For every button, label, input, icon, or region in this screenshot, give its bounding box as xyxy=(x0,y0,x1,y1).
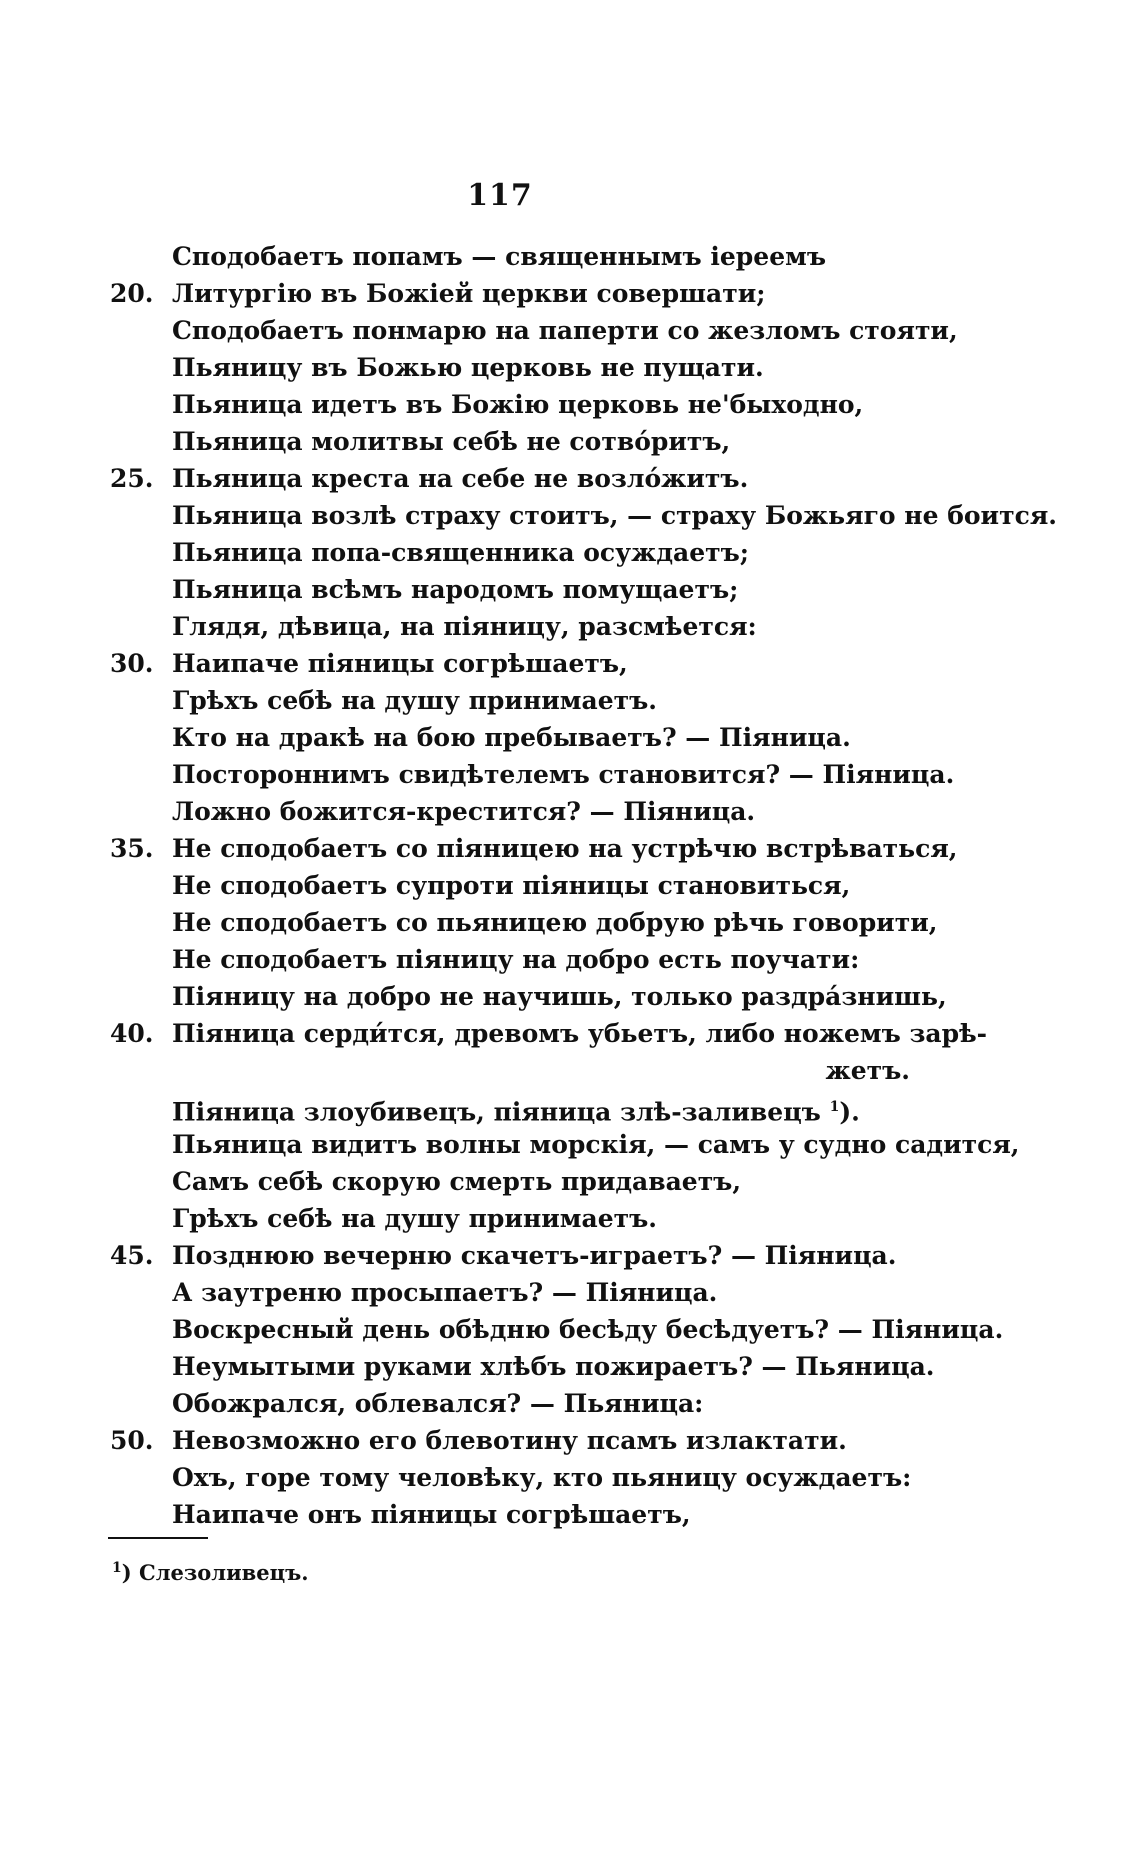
verse-line xyxy=(110,1052,930,1089)
verse-text xyxy=(172,1200,657,1237)
line-number: 20. xyxy=(110,279,154,308)
verse-line xyxy=(110,275,930,312)
verse-text-content: Глядя, дѣвица, на піяницу, разсмѣется: xyxy=(172,612,757,641)
verse-line xyxy=(110,534,930,571)
verse-text xyxy=(172,386,863,423)
verse-text-content: Пьяница видитъ волны морскія, — самъ у судно садится, xyxy=(172,1130,1020,1159)
verse-text xyxy=(172,1015,987,1052)
verse-text-content: Охъ, горе тому человѣку, кто пьяницу осуждаетъ: xyxy=(172,1463,912,1492)
verse-text xyxy=(172,1422,847,1459)
verse-text-content: Пьяница креста на себе не возло́житъ. xyxy=(172,464,749,493)
footnote-divider xyxy=(108,1537,208,1539)
verse-line xyxy=(110,1237,930,1274)
verse-line xyxy=(110,1089,930,1126)
verse-text xyxy=(172,497,1057,534)
verse-text xyxy=(172,830,958,867)
verse-line xyxy=(110,1274,930,1311)
line-number: 35. xyxy=(110,834,154,863)
verse-line xyxy=(110,423,930,460)
verse-text-content: Пьяница попа-священника осуждаетъ; xyxy=(172,538,750,567)
verse-text-content: Постороннимъ свидѣтелемъ становится? — Піяница. xyxy=(172,760,955,789)
verse-line xyxy=(110,1348,935,1385)
verse-text-tail: ). xyxy=(839,1097,860,1127)
verse-text xyxy=(172,1348,935,1385)
verse-text-content: Піяница злоубивецъ, піяница злѣ-заливецъ xyxy=(172,1097,821,1127)
verse-text-content: Грѣхъ себѣ на душу принимаетъ. xyxy=(172,1204,657,1233)
verse-text xyxy=(172,1126,1020,1163)
verse-text-content: Позднюю вечерню скачетъ-играетъ? — Піяница. xyxy=(172,1241,897,1270)
verse-text xyxy=(172,534,749,571)
verse-text-content: Пьяницу въ Божью церковь не пущати. xyxy=(172,353,764,382)
verse-text xyxy=(172,719,851,756)
verse-text xyxy=(172,645,628,682)
verse-text xyxy=(172,238,826,275)
verse-text xyxy=(172,793,755,830)
verse-text xyxy=(172,756,954,793)
verse-line xyxy=(110,1422,930,1459)
verse-line xyxy=(110,941,930,978)
verse-line xyxy=(110,571,930,608)
verse-text-content: Не сподобаетъ супроти піяницы становиться, xyxy=(172,871,851,900)
verse-text-content: Воскресный день обѣдню бесѣду бесѣдуетъ? — Піяница. xyxy=(172,1315,1004,1344)
verse-text-content: Обожрался, облевался? — Пьяница: xyxy=(172,1389,704,1418)
verse-text-content: Піяница серди́тся, древомъ убьетъ, либо ножемъ зарѣ- xyxy=(172,1019,988,1048)
footnote xyxy=(112,1560,309,1585)
verse-text-content: Не сподобаетъ со піяницею на устрѣчю встрѣваться, xyxy=(172,834,958,863)
verse-text-content: Ложно божится-крестится? — Піяница. xyxy=(172,797,756,826)
line-number: 40. xyxy=(110,1019,154,1048)
verse-text xyxy=(172,904,937,941)
line-number: 45. xyxy=(110,1241,154,1270)
verse-text-content: Невозможно его блевотину псамъ излактати. xyxy=(172,1426,847,1455)
verse-text-content: Кто на дракѣ на бою пребываетъ? — Піяница. xyxy=(172,723,851,752)
verse-line xyxy=(110,1163,930,1200)
verse-text xyxy=(172,460,748,497)
verse-text-content: Пьяница всѣмъ народомъ помущаетъ; xyxy=(172,575,739,604)
page-number: 117 xyxy=(467,178,533,213)
verse-text-content: Наипаче онъ піяницы согрѣшаетъ, xyxy=(172,1500,691,1529)
footnote-text: ) Слезоливецъ. xyxy=(121,1560,309,1585)
verse-text-content: Не сподобаетъ со пьяницею добрую рѣчь говорити, xyxy=(172,908,938,937)
verse-text xyxy=(172,941,859,978)
verse-line xyxy=(110,238,930,275)
verse-text xyxy=(172,312,958,349)
verse-line xyxy=(110,830,958,867)
verse-text-content: Пьяница молитвы себѣ не сотво́ритъ, xyxy=(172,427,731,456)
line-number: 25. xyxy=(110,464,154,493)
verse-text-content: А заутреню просыпаетъ? — Піяница. xyxy=(172,1278,718,1307)
verse-line xyxy=(110,312,958,349)
verse-text xyxy=(172,423,730,460)
verse-text-content: Неумытыми руками хлѣбъ пожираетъ? — Пьяница. xyxy=(172,1352,935,1381)
verse-line xyxy=(110,1459,930,1496)
verse-line xyxy=(110,386,930,423)
verse-line xyxy=(110,719,930,756)
verse-line xyxy=(110,1200,930,1237)
verse-text xyxy=(172,1089,860,1130)
verse-text xyxy=(172,349,764,386)
verse-text-content: Наипаче піяницы согрѣшаетъ, xyxy=(172,649,628,678)
verse-text xyxy=(172,978,947,1015)
verse-line xyxy=(110,793,930,830)
verse-text xyxy=(172,1311,1003,1348)
verse-text-content: Піяницу на добро не научишь, только раздра́знишь, xyxy=(172,982,947,1011)
verse-line xyxy=(110,497,1057,534)
line-number: 50. xyxy=(110,1426,154,1455)
verse-text xyxy=(172,682,657,719)
verse-text-content: Сподобаетъ попамъ — священнымъ іереемъ xyxy=(172,242,826,271)
verse-line xyxy=(110,867,930,904)
verse-line xyxy=(110,682,930,719)
verse-text-content: Самъ себѣ скорую смерть придаваетъ, xyxy=(172,1167,742,1196)
verse-text-content: Пьяница возлѣ страху стоитъ, — страху Божьяго не боится. xyxy=(172,501,1057,530)
verse-text xyxy=(825,1052,910,1089)
footnote-marker: 1 xyxy=(112,1560,122,1576)
verse-line xyxy=(110,1126,1020,1163)
verse-text-content: Пьяница идетъ въ Божію церковь не'быходно, xyxy=(172,390,864,419)
verse-line xyxy=(110,460,930,497)
verse-text xyxy=(172,1163,741,1200)
verse-text xyxy=(172,1385,703,1422)
verse-text-content: Сподобаетъ понмарю на паперти со жезломъ стояти, xyxy=(172,316,958,345)
verse-text xyxy=(172,571,738,608)
verse-line xyxy=(110,978,947,1015)
verse-text xyxy=(172,608,757,645)
verse-line xyxy=(110,904,938,941)
verse-line xyxy=(110,608,930,645)
verse-text xyxy=(172,275,765,312)
verse-line xyxy=(110,1015,988,1052)
verse-line xyxy=(110,645,930,682)
verse-line xyxy=(110,1311,1004,1348)
verse-text-content: Грѣхъ себѣ на душу принимаетъ. xyxy=(172,686,657,715)
verse-block xyxy=(110,238,1057,1533)
verse-text-content: Не сподобаетъ піяницу на добро есть поучати: xyxy=(172,945,860,974)
verse-text xyxy=(172,867,850,904)
verse-text xyxy=(172,1237,896,1274)
line-number: 30. xyxy=(110,649,154,678)
verse-text xyxy=(172,1496,691,1533)
verse-text-content: Литургію въ Божіей церкви совершати; xyxy=(172,279,766,308)
verse-line xyxy=(110,349,930,386)
verse-line xyxy=(110,1385,930,1422)
verse-text xyxy=(172,1274,717,1311)
footnote-reference: 1 xyxy=(829,1099,840,1115)
verse-text xyxy=(172,1459,911,1496)
verse-line xyxy=(110,756,955,793)
verse-line xyxy=(110,1496,930,1533)
verse-text-content: жетъ. xyxy=(825,1056,910,1085)
